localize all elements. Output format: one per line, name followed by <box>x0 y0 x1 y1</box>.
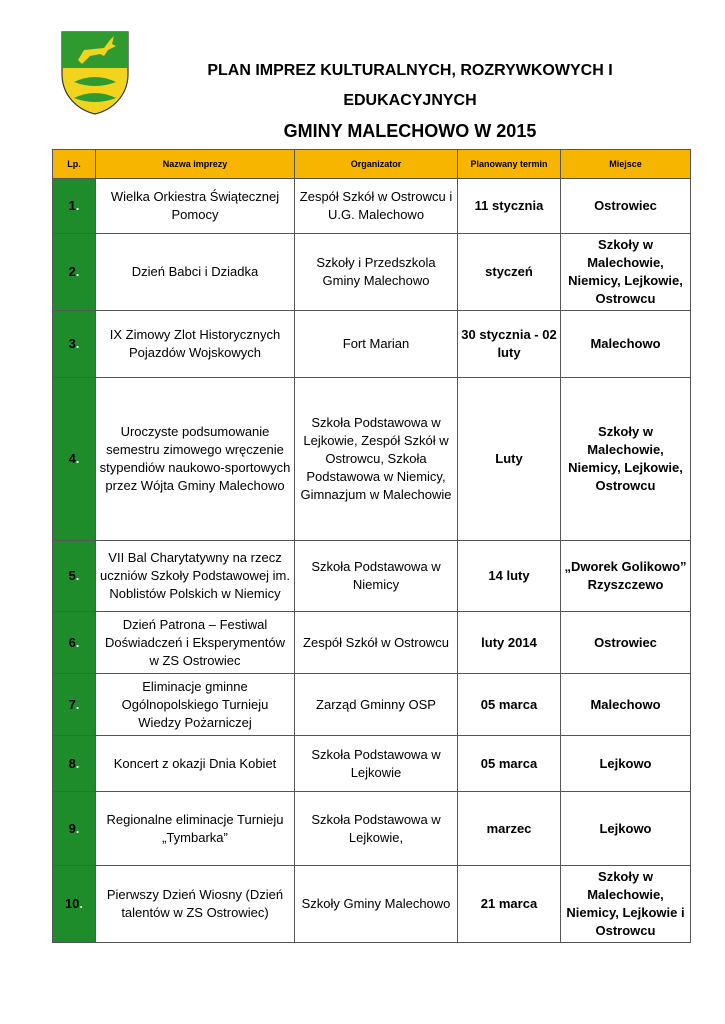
row-number: 9 <box>68 820 76 836</box>
col-header-date: Planowany termin <box>458 150 561 179</box>
event-date: 05 marca <box>458 736 561 792</box>
event-date: 05 marca <box>458 674 561 736</box>
event-name: IX Zimowy Zlot Historycznych Pojazdów Wojskowych <box>96 311 295 378</box>
event-date: luty 2014 <box>458 612 561 674</box>
row-number-cell: 4. <box>53 378 96 541</box>
col-header-organizer: Organizator <box>295 150 458 179</box>
event-date: 11 stycznia <box>458 179 561 234</box>
event-date: 21 marca <box>458 866 561 943</box>
table-row <box>53 612 691 674</box>
row-number-cell: 2. <box>53 234 96 311</box>
row-number-cell: 3. <box>53 311 96 378</box>
event-place: Lejkowo <box>561 792 691 866</box>
row-number: 4 <box>68 451 76 466</box>
page-title <box>140 56 680 146</box>
row-number: 1 <box>68 198 76 213</box>
events-table <box>52 149 691 943</box>
event-place: Ostrowiec <box>561 612 691 674</box>
event-name: Dzień Babci i Dziadka <box>96 234 295 311</box>
row-number-cell: 1. <box>53 179 96 234</box>
row-number-cell: 6. <box>53 612 96 674</box>
event-place: „Dworek Golikowo” Rzyszczewo <box>561 541 691 612</box>
row-number-cell: 7. <box>53 674 96 736</box>
event-name: VII Bal Charytatywny na rzecz uczniów Szkoły Podstawowej im. Noblistów Polskich w Niemicy <box>96 541 295 612</box>
event-place: Malechowo <box>561 311 691 378</box>
title-line-1: PLAN IMPREZ KULTURALNYCH, ROZRYWKOWYCH I EDUKACYJNYCH <box>207 62 613 109</box>
event-place: Szkoły w Malechowie, Niemicy, Lejkowie, Ostrowcu <box>561 378 691 541</box>
table-row <box>53 311 691 378</box>
row-number-cell: 9. <box>53 792 96 866</box>
event-name: Eliminacje gminne Ogólnopolskiego Turnieju Wiedzy Pożarniczej <box>96 674 295 736</box>
event-place: Szkoły w Malechowie, Niemicy, Lejkowie i Ostrowcu <box>561 866 691 943</box>
event-organizer: Szkoła Podstawowa w Lejkowie <box>295 736 458 792</box>
event-date: styczeń <box>458 234 561 311</box>
row-number-cell: 5. <box>53 541 96 612</box>
event-name: Koncert z okazji Dnia Kobiet <box>96 736 295 792</box>
event-organizer: Zespół Szkół w Ostrowcu <box>295 612 458 674</box>
event-organizer: Zarząd Gminny OSP <box>295 674 458 736</box>
event-date: Luty <box>458 378 561 541</box>
table-row <box>53 234 691 311</box>
event-date: 14 luty <box>458 541 561 612</box>
event-place: Malechowo <box>561 674 691 736</box>
table-row <box>53 541 691 612</box>
event-organizer: Fort Marian <box>295 311 458 378</box>
event-organizer: Szkoły i Przedszkola Gminy Malechowo <box>295 234 458 311</box>
event-name: Wielka Orkiestra Świątecznej Pomocy <box>96 179 295 234</box>
event-place: Ostrowiec <box>561 179 691 234</box>
event-date: 30 stycznia - 02 luty <box>458 311 561 378</box>
row-number: 6 <box>68 634 76 650</box>
event-name: Uroczyste podsumowanie semestru zimowego wręczenie stypendiów naukowo-sportowych przez Wójta Gminy Malechowo <box>96 378 295 541</box>
table-row <box>53 179 691 234</box>
col-header-name: Nazwa imprezy <box>96 150 295 179</box>
event-organizer: Szkoła Podstawowa w Niemicy <box>295 541 458 612</box>
event-organizer: Szkoły Gminy Malechowo <box>295 866 458 943</box>
table-row <box>53 736 691 792</box>
table-row <box>53 866 691 943</box>
row-number: 10 <box>64 896 80 911</box>
event-place: Szkoły w Malechowie, Niemicy, Lejkowie, Ostrowcu <box>561 234 691 311</box>
col-header-place: Miejsce <box>561 150 691 179</box>
table-row <box>53 674 691 736</box>
table-header-row <box>53 150 691 179</box>
row-number: 2 <box>68 264 76 279</box>
row-number-cell: 8. <box>53 736 96 792</box>
coat-of-arms-logo <box>60 30 130 116</box>
row-number: 8 <box>68 755 76 771</box>
event-date: marzec <box>458 792 561 866</box>
event-organizer: Zespół Szkół w Ostrowcu i U.G. Malechowo <box>295 179 458 234</box>
event-organizer: Szkoła Podstawowa w Lejkowie, <box>295 792 458 866</box>
event-name: Regionalne eliminacje Turnieju „Tymbarka” <box>96 792 295 866</box>
table-row <box>53 378 691 541</box>
event-place: Lejkowo <box>561 736 691 792</box>
row-number: 5 <box>68 568 76 583</box>
event-name: Pierwszy Dzień Wiosny (Dzień talentów w ZS Ostrowiec) <box>96 866 295 943</box>
row-number: 3 <box>68 336 76 351</box>
table-row <box>53 792 691 866</box>
row-number: 7 <box>68 696 76 712</box>
event-name: Dzień Patrona – Festiwal Doświadczeń i Eksperymentów w ZS Ostrowiec <box>96 612 295 674</box>
row-number-cell: 10. <box>53 866 96 943</box>
title-line-2: GMINY MALECHOWO W 2015 <box>283 121 537 141</box>
event-organizer: Szkoła Podstawowa w Lejkowie, Zespół Szkół w Ostrowcu, Szkoła Podstawowa w Niemicy, Gimnazjum w Malechowie <box>295 378 458 541</box>
col-header-lp: Lp. <box>53 150 96 179</box>
